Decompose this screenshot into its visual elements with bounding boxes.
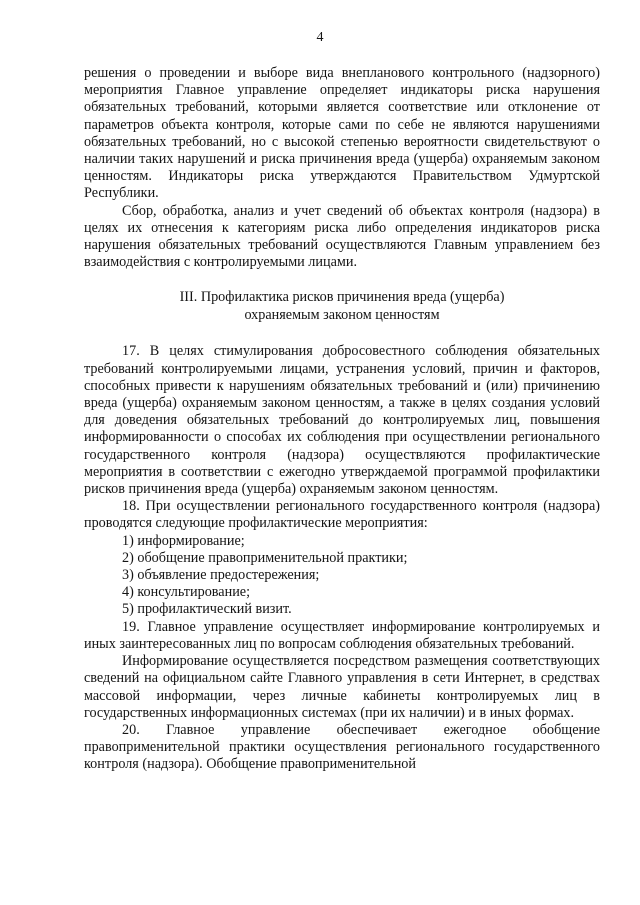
paragraph-19-informing-methods: Информирование осуществляется посредством размещения соответствующих сведений на официальном сайте Главного управления в сети Интернет, в средствах массовой информации, через личные кабинеты контролируемых лиц в государственных информационных системах (при их наличии) и в иных формах.	[84, 653, 600, 721]
page-number: 4	[316, 30, 324, 45]
measure-item-visit: 5) профилактический визит.	[122, 601, 292, 618]
section-heading-line-1: III. Профилактика рисков причинения вреда (ущерба)	[179, 289, 505, 306]
paragraph-20: 20. Главное управление обеспечивает ежегодное обобщение правоприменительной практики осуществления регионального государственного контроля (надзора). Обобщение правоприменительной	[84, 721, 600, 773]
measure-item-warning: 3) объявление предостережения;	[122, 567, 320, 584]
section-heading	[84, 289, 600, 324]
paragraph-risk-indicators: решения о проведении и выборе вида внепланового контрольного (надзорного) мероприятия Главное управление определяет индикаторы риска нарушения обязательных требований, которыми является соответствие или отклонение от параметров объекта контроля, которые сами по себе не являются нарушениями обязательных требований, но с высокой степенью вероятности свидетельствуют о наличии таких нарушений и риска причинения вреда (ущерба) охраняемым законом ценностям. Индикаторы риска утверждаются Правительством Удмуртской Республики.	[84, 65, 600, 202]
paragraph-18: 18. При осуществлении регионального государственного контроля (надзора) проводятся следующие профилактические мероприятия:	[84, 498, 600, 532]
document-body	[84, 65, 600, 774]
paragraph-19: 19. Главное управление осуществляет информирование контролируемых и иных заинтересованных лиц по вопросам соблюдения обязательных требований.	[84, 618, 600, 652]
measure-item-generalization: 2) обобщение правоприменительной практики;	[122, 549, 408, 566]
paragraph-17: 17. В целях стимулирования добросовестного соблюдения обязательных требований контролируемыми лицами, устранения условий, причин и факторов, способных привести к нарушениям обязательных требований и (или) причинению вреда (ущерба) охраняемым законом ценностям, а также в целях создания условий для доведения обязательных требований до контролируемых лиц, повышения информированности о способах их соблюдения при осуществлении регионального государственного контроля (надзора) осуществляются профилактические мероприятия в соответствии с ежегодно утверждаемой программой профилактики рисков причинения вреда (ущерба) охраняемым законом ценностям.	[84, 343, 600, 498]
paragraph-data-collection: Сбор, обработка, анализ и учет сведений об объектах контроля (надзора) в целях их отнесения к категориям риска либо определения индикаторов риска нарушения обязательных требований осуществляются Главным управлением без взаимодействия с контролируемыми лицами.	[84, 202, 600, 271]
section-heading-line-2: охраняемым законом ценностям	[244, 306, 440, 323]
measure-item-consulting: 4) консультирование;	[122, 584, 251, 601]
measure-item-informing: 1) информирование;	[122, 532, 245, 549]
